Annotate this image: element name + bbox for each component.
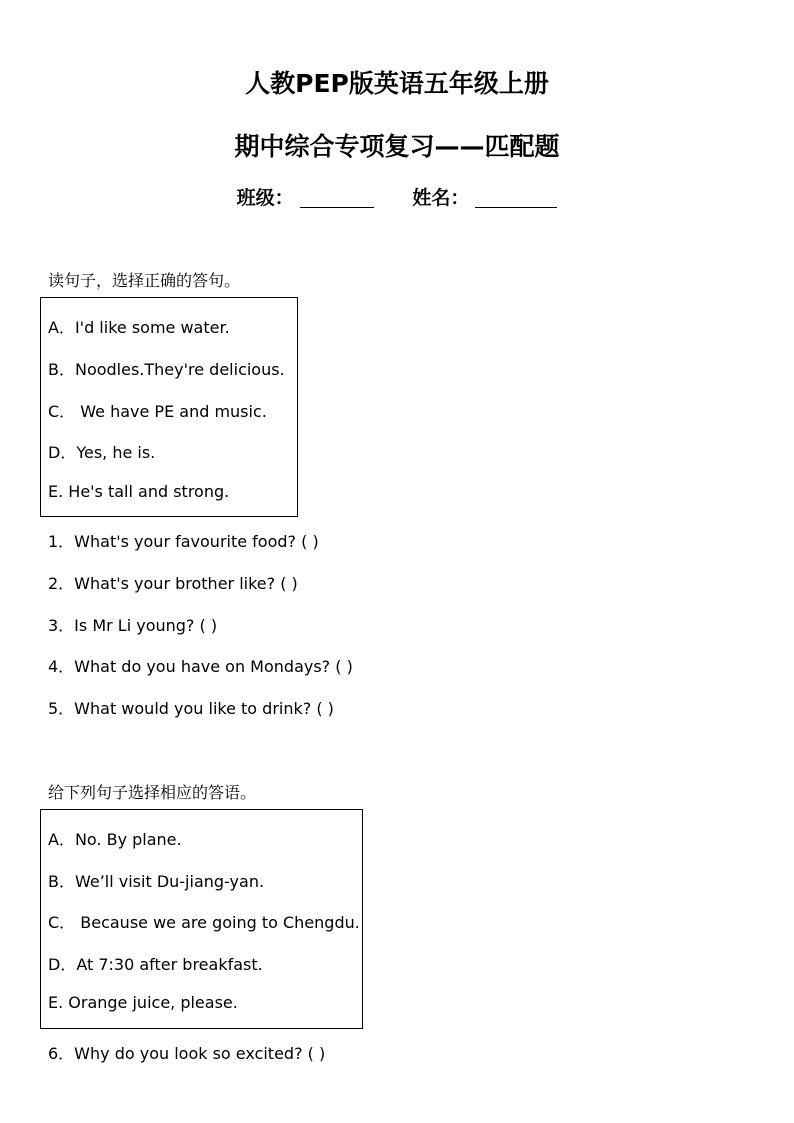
section2-option-c: C． Because we are going to Chengdu. [48, 913, 360, 932]
section1-instruction: 读句子，选择正确的答句。 [48, 271, 241, 290]
section1-option-b: B．Noodles.They're delicious. [48, 360, 285, 379]
class-field [237, 183, 374, 210]
section2-instruction: 给下列句子选择相应的答语。 [48, 783, 257, 802]
section1-option-e: E. He's tall and strong. [48, 482, 230, 501]
name-label: 姓名： [412, 187, 470, 209]
question-6: 6．Why do you look so excited? ( ) [48, 1044, 326, 1063]
student-info [0, 183, 794, 210]
name-field [412, 183, 557, 210]
section2-option-d: D．At 7:30 after breakfast. [48, 955, 263, 974]
name-blank[interactable] [475, 187, 557, 208]
question-2: 2．What's your brother like? ( ) [48, 574, 298, 593]
section2-option-a: A．No. By plane. [48, 830, 182, 849]
question-1: 1．What's your favourite food? ( ) [48, 532, 319, 551]
worksheet-subtitle: 期中综合专项复习——匹配题 [234, 132, 560, 161]
section2-option-b: B．We’ll visit Du-jiang-yan. [48, 872, 265, 891]
section1-options-box [40, 297, 298, 517]
section2-options-box [40, 809, 363, 1029]
section1-option-a: A．I'd like some water. [48, 318, 230, 337]
question-4: 4．What do you have on Mondays? ( ) [48, 657, 353, 676]
section1-option-c: C． We have PE and music. [48, 402, 267, 421]
worksheet-title: 人教PEP版英语五年级上册 [245, 69, 549, 98]
section1-option-d: D．Yes, he is. [48, 443, 156, 462]
class-label: 班级： [236, 187, 294, 209]
section2-option-e: E. Orange juice, please. [48, 993, 238, 1012]
question-5: 5．What would you like to drink? ( ) [48, 699, 334, 718]
question-3: 3．Is Mr Li young? ( ) [48, 616, 218, 635]
class-blank[interactable] [300, 187, 374, 208]
